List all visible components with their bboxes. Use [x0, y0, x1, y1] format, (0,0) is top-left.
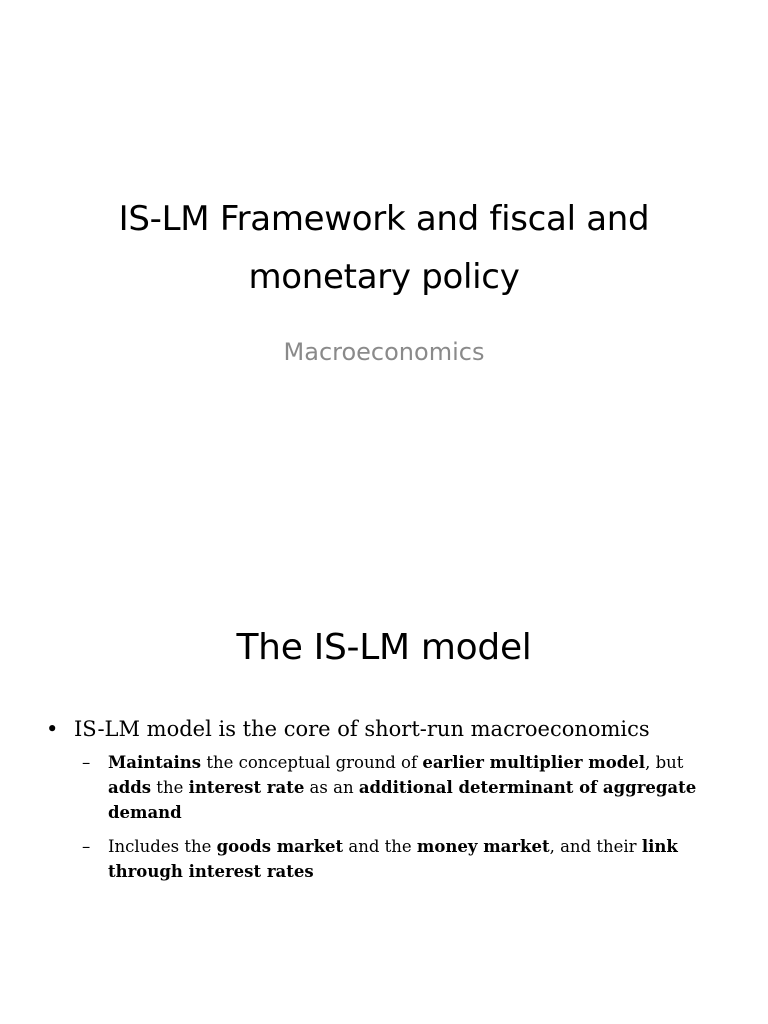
emphasis-maintains: Maintains — [108, 753, 202, 772]
text-includes-the: Includes the — [108, 837, 217, 856]
slide-2 — [0, 512, 768, 1024]
text-conceptual-ground: the conceptual ground of — [201, 753, 423, 772]
bullet-islm-core — [46, 712, 706, 746]
slide-2-title: The IS-LM model — [236, 627, 532, 668]
emphasis-money-market: money market — [416, 837, 550, 856]
sub-bullet-maintains — [46, 750, 706, 825]
slide-1-title-line-2: monetary policy — [248, 257, 520, 297]
sub-bullet-includes-text — [108, 837, 678, 881]
dash-bullet-icon: – — [82, 753, 91, 772]
emphasis-interest-rate: interest rate — [188, 778, 305, 797]
slide-1-title-line-1: IS-LM Framework and fiscal and — [118, 199, 650, 239]
bullet-islm-core-text: IS-LM model is the core of short-run macroeconomics — [74, 717, 650, 741]
slide-2-body — [46, 712, 706, 893]
text-and-their: , and their — [549, 837, 642, 856]
emphasis-goods-market: goods market — [216, 837, 344, 856]
text-but: , but — [645, 753, 684, 772]
text-the: the — [151, 778, 189, 797]
text-as-an: as an — [304, 778, 359, 797]
sub-bullet-maintains-text — [108, 753, 696, 822]
emphasis-link-through-interest-rates: link through interest rates — [108, 837, 678, 881]
emphasis-earlier-multiplier-model: earlier multiplier model — [422, 753, 646, 772]
dash-bullet-icon: – — [82, 837, 91, 856]
slide-1-subtitle: Macroeconomics — [283, 338, 485, 366]
text-and-the: and the — [343, 837, 417, 856]
emphasis-adds: adds — [108, 778, 152, 797]
slide-1-title — [40, 190, 728, 306]
sub-bullet-includes — [46, 834, 706, 884]
bullet-dot-icon: • — [46, 717, 59, 741]
emphasis-additional-determinant: additional determinant of aggregate demand — [108, 778, 697, 822]
